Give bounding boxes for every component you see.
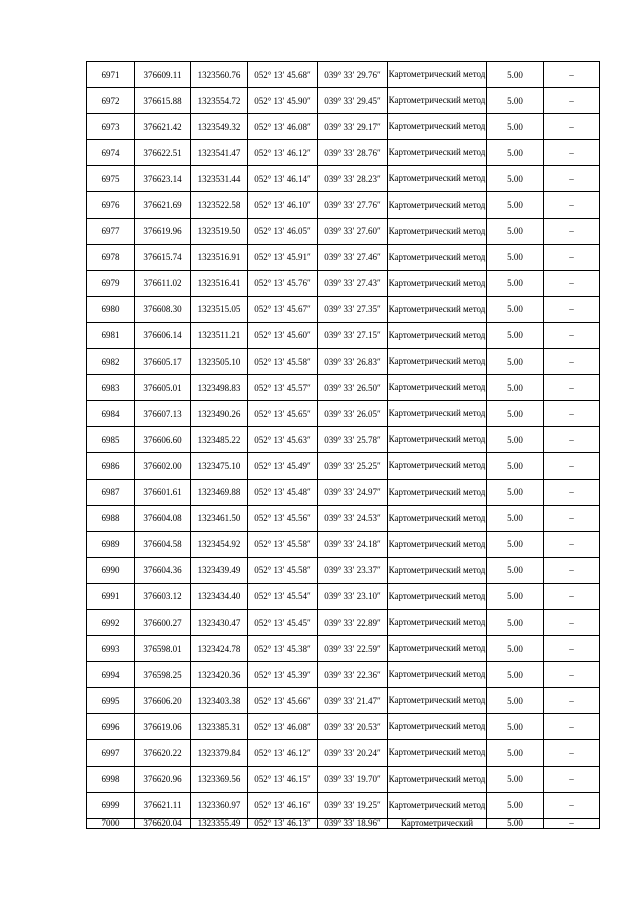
point-number-cell: 6983	[87, 375, 135, 401]
method-cell: Картометрический	[388, 818, 487, 828]
latitude-cell: 052° 13′ 45.66″	[248, 688, 318, 714]
longitude-cell: 039° 33′ 26.05″	[318, 401, 388, 427]
x-coordinate-cell: 376605.01	[135, 375, 191, 401]
longitude-cell: 039° 33′ 28.23″	[318, 166, 388, 192]
table-row	[87, 62, 600, 88]
point-number-cell: 6994	[87, 662, 135, 688]
accuracy-cell: 5.00	[487, 453, 544, 479]
method-cell: Картометрический метод	[388, 114, 487, 140]
accuracy-cell: 5.00	[487, 166, 544, 192]
method-cell: Картометрический метод	[388, 662, 487, 688]
point-number-cell: 6998	[87, 766, 135, 792]
longitude-cell: 039° 33′ 27.46″	[318, 244, 388, 270]
latitude-cell: 052° 13′ 45.67″	[248, 296, 318, 322]
point-number-cell: 6991	[87, 583, 135, 609]
note-cell: –	[544, 636, 600, 662]
method-cell: Картометрический метод	[388, 427, 487, 453]
accuracy-cell: 5.00	[487, 557, 544, 583]
note-cell: –	[544, 166, 600, 192]
y-coordinate-cell: 1323385.31	[191, 714, 248, 740]
table-row	[87, 140, 600, 166]
table-row	[87, 270, 600, 296]
method-cell: Картометрический метод	[388, 296, 487, 322]
y-coordinate-cell: 1323490.26	[191, 401, 248, 427]
longitude-cell: 039° 33′ 22.59″	[318, 636, 388, 662]
x-coordinate-cell: 376603.12	[135, 583, 191, 609]
table-row	[87, 192, 600, 218]
longitude-cell: 039° 33′ 19.25″	[318, 792, 388, 818]
latitude-cell: 052° 13′ 46.08″	[248, 714, 318, 740]
y-coordinate-cell: 1323403.38	[191, 688, 248, 714]
note-cell: –	[544, 114, 600, 140]
point-number-cell: 6996	[87, 714, 135, 740]
y-coordinate-cell: 1323454.92	[191, 531, 248, 557]
table-row	[87, 427, 600, 453]
y-coordinate-cell: 1323541.47	[191, 140, 248, 166]
latitude-cell: 052° 13′ 46.12″	[248, 740, 318, 766]
note-cell: –	[544, 531, 600, 557]
y-coordinate-cell: 1323430.47	[191, 609, 248, 635]
longitude-cell: 039° 33′ 24.97″	[318, 479, 388, 505]
accuracy-cell: 5.00	[487, 583, 544, 609]
latitude-cell: 052° 13′ 46.15″	[248, 766, 318, 792]
y-coordinate-cell: 1323360.97	[191, 792, 248, 818]
accuracy-cell: 5.00	[487, 218, 544, 244]
y-coordinate-cell: 1323379.84	[191, 740, 248, 766]
table-row	[87, 714, 600, 740]
table-row	[87, 792, 600, 818]
table-row	[87, 479, 600, 505]
note-cell: –	[544, 453, 600, 479]
accuracy-cell: 5.00	[487, 714, 544, 740]
longitude-cell: 039° 33′ 21.47″	[318, 688, 388, 714]
latitude-cell: 052° 13′ 45.38″	[248, 636, 318, 662]
method-cell: Картометрический метод	[388, 88, 487, 114]
note-cell: –	[544, 62, 600, 88]
point-number-cell: 6972	[87, 88, 135, 114]
y-coordinate-cell: 1323369.56	[191, 766, 248, 792]
note-cell: –	[544, 583, 600, 609]
x-coordinate-cell: 376622.51	[135, 140, 191, 166]
table-row	[87, 557, 600, 583]
y-coordinate-cell: 1323355.49	[191, 818, 248, 828]
method-cell: Картометрический метод	[388, 531, 487, 557]
note-cell: –	[544, 609, 600, 635]
longitude-cell: 039° 33′ 27.76″	[318, 192, 388, 218]
x-coordinate-cell: 376620.96	[135, 766, 191, 792]
point-number-cell: 7000	[87, 818, 135, 828]
point-number-cell: 6979	[87, 270, 135, 296]
table-row	[87, 88, 600, 114]
point-number-cell: 6984	[87, 401, 135, 427]
latitude-cell: 052° 13′ 45.58″	[248, 349, 318, 375]
method-cell: Картометрический метод	[388, 349, 487, 375]
latitude-cell: 052° 13′ 45.76″	[248, 270, 318, 296]
latitude-cell: 052° 13′ 45.56″	[248, 505, 318, 531]
longitude-cell: 039° 33′ 29.76″	[318, 62, 388, 88]
longitude-cell: 039° 33′ 23.37″	[318, 557, 388, 583]
longitude-cell: 039° 33′ 25.78″	[318, 427, 388, 453]
coordinates-table-body	[87, 62, 600, 829]
point-number-cell: 6973	[87, 114, 135, 140]
point-number-cell: 6987	[87, 479, 135, 505]
method-cell: Картометрический метод	[388, 270, 487, 296]
latitude-cell: 052° 13′ 45.58″	[248, 531, 318, 557]
table-row	[87, 662, 600, 688]
y-coordinate-cell: 1323485.22	[191, 427, 248, 453]
method-cell: Картометрический метод	[388, 766, 487, 792]
accuracy-cell: 5.00	[487, 88, 544, 114]
longitude-cell: 039° 33′ 27.15″	[318, 322, 388, 348]
longitude-cell: 039° 33′ 29.17″	[318, 114, 388, 140]
y-coordinate-cell: 1323549.32	[191, 114, 248, 140]
longitude-cell: 039° 33′ 27.60″	[318, 218, 388, 244]
x-coordinate-cell: 376605.17	[135, 349, 191, 375]
table-row	[87, 375, 600, 401]
x-coordinate-cell: 376606.60	[135, 427, 191, 453]
latitude-cell: 052° 13′ 45.63″	[248, 427, 318, 453]
longitude-cell: 039° 33′ 22.36″	[318, 662, 388, 688]
latitude-cell: 052° 13′ 46.16″	[248, 792, 318, 818]
coordinates-table	[86, 61, 600, 829]
y-coordinate-cell: 1323511.21	[191, 322, 248, 348]
method-cell: Картометрический метод	[388, 453, 487, 479]
table-row	[87, 609, 600, 635]
y-coordinate-cell: 1323560.76	[191, 62, 248, 88]
note-cell: –	[544, 818, 600, 828]
longitude-cell: 039° 33′ 26.50″	[318, 375, 388, 401]
y-coordinate-cell: 1323516.91	[191, 244, 248, 270]
note-cell: –	[544, 244, 600, 270]
table-row	[87, 296, 600, 322]
accuracy-cell: 5.00	[487, 114, 544, 140]
note-cell: –	[544, 714, 600, 740]
point-number-cell: 6995	[87, 688, 135, 714]
x-coordinate-cell: 376598.25	[135, 662, 191, 688]
x-coordinate-cell: 376606.20	[135, 688, 191, 714]
latitude-cell: 052° 13′ 46.12″	[248, 140, 318, 166]
latitude-cell: 052° 13′ 45.48″	[248, 479, 318, 505]
y-coordinate-cell: 1323505.10	[191, 349, 248, 375]
longitude-cell: 039° 33′ 28.76″	[318, 140, 388, 166]
latitude-cell: 052° 13′ 45.60″	[248, 322, 318, 348]
note-cell: –	[544, 270, 600, 296]
table-row	[87, 740, 600, 766]
table-row	[87, 636, 600, 662]
note-cell: –	[544, 766, 600, 792]
point-number-cell: 6976	[87, 192, 135, 218]
latitude-cell: 052° 13′ 46.10″	[248, 192, 318, 218]
x-coordinate-cell: 376620.04	[135, 818, 191, 828]
longitude-cell: 039° 33′ 27.35″	[318, 296, 388, 322]
y-coordinate-cell: 1323475.10	[191, 453, 248, 479]
y-coordinate-cell: 1323554.72	[191, 88, 248, 114]
latitude-cell: 052° 13′ 46.08″	[248, 114, 318, 140]
method-cell: Картометрический метод	[388, 688, 487, 714]
accuracy-cell: 5.00	[487, 688, 544, 714]
latitude-cell: 052° 13′ 45.49″	[248, 453, 318, 479]
table-row	[87, 505, 600, 531]
point-number-cell: 6989	[87, 531, 135, 557]
y-coordinate-cell: 1323531.44	[191, 166, 248, 192]
x-coordinate-cell: 376604.08	[135, 505, 191, 531]
longitude-cell: 039° 33′ 18.96″	[318, 818, 388, 828]
latitude-cell: 052° 13′ 45.57″	[248, 375, 318, 401]
table-row	[87, 401, 600, 427]
latitude-cell: 052° 13′ 46.13″	[248, 818, 318, 828]
accuracy-cell: 5.00	[487, 740, 544, 766]
longitude-cell: 039° 33′ 23.10″	[318, 583, 388, 609]
accuracy-cell: 5.00	[487, 479, 544, 505]
method-cell: Картометрический метод	[388, 479, 487, 505]
point-number-cell: 6974	[87, 140, 135, 166]
longitude-cell: 039° 33′ 26.83″	[318, 349, 388, 375]
method-cell: Картометрический метод	[388, 322, 487, 348]
latitude-cell: 052° 13′ 45.90″	[248, 88, 318, 114]
point-number-cell: 6997	[87, 740, 135, 766]
point-number-cell: 6980	[87, 296, 135, 322]
longitude-cell: 039° 33′ 19.70″	[318, 766, 388, 792]
x-coordinate-cell: 376619.06	[135, 714, 191, 740]
note-cell: –	[544, 296, 600, 322]
method-cell: Картометрический метод	[388, 609, 487, 635]
y-coordinate-cell: 1323522.58	[191, 192, 248, 218]
longitude-cell: 039° 33′ 22.89″	[318, 609, 388, 635]
accuracy-cell: 5.00	[487, 375, 544, 401]
accuracy-cell: 5.00	[487, 322, 544, 348]
latitude-cell: 052° 13′ 45.65″	[248, 401, 318, 427]
y-coordinate-cell: 1323498.83	[191, 375, 248, 401]
x-coordinate-cell: 376606.14	[135, 322, 191, 348]
method-cell: Картометрический метод	[388, 62, 487, 88]
x-coordinate-cell: 376611.02	[135, 270, 191, 296]
x-coordinate-cell: 376615.88	[135, 88, 191, 114]
method-cell: Картометрический метод	[388, 140, 487, 166]
table-row	[87, 688, 600, 714]
y-coordinate-cell: 1323434.40	[191, 583, 248, 609]
x-coordinate-cell: 376604.58	[135, 531, 191, 557]
x-coordinate-cell: 376620.22	[135, 740, 191, 766]
method-cell: Картометрический метод	[388, 192, 487, 218]
method-cell: Картометрический метод	[388, 244, 487, 270]
note-cell: –	[544, 662, 600, 688]
x-coordinate-cell: 376608.30	[135, 296, 191, 322]
longitude-cell: 039° 33′ 20.24″	[318, 740, 388, 766]
x-coordinate-cell: 376602.00	[135, 453, 191, 479]
y-coordinate-cell: 1323439.49	[191, 557, 248, 583]
longitude-cell: 039° 33′ 24.18″	[318, 531, 388, 557]
y-coordinate-cell: 1323420.36	[191, 662, 248, 688]
longitude-cell: 039° 33′ 25.25″	[318, 453, 388, 479]
method-cell: Картометрический метод	[388, 583, 487, 609]
x-coordinate-cell: 376604.36	[135, 557, 191, 583]
note-cell: –	[544, 375, 600, 401]
note-cell: –	[544, 505, 600, 531]
note-cell: –	[544, 88, 600, 114]
method-cell: Картометрический метод	[388, 557, 487, 583]
accuracy-cell: 5.00	[487, 609, 544, 635]
latitude-cell: 052° 13′ 45.58″	[248, 557, 318, 583]
method-cell: Картометрический метод	[388, 375, 487, 401]
point-number-cell: 6993	[87, 636, 135, 662]
accuracy-cell: 5.00	[487, 531, 544, 557]
note-cell: –	[544, 322, 600, 348]
table-row	[87, 766, 600, 792]
method-cell: Картометрический метод	[388, 792, 487, 818]
accuracy-cell: 5.00	[487, 244, 544, 270]
accuracy-cell: 5.00	[487, 792, 544, 818]
table-row	[87, 531, 600, 557]
note-cell: –	[544, 349, 600, 375]
x-coordinate-cell: 376609.11	[135, 62, 191, 88]
method-cell: Картометрический метод	[388, 714, 487, 740]
table-row	[87, 349, 600, 375]
latitude-cell: 052° 13′ 46.14″	[248, 166, 318, 192]
x-coordinate-cell: 376601.61	[135, 479, 191, 505]
note-cell: –	[544, 688, 600, 714]
table-row	[87, 453, 600, 479]
point-number-cell: 6985	[87, 427, 135, 453]
point-number-cell: 6990	[87, 557, 135, 583]
x-coordinate-cell: 376621.42	[135, 114, 191, 140]
accuracy-cell: 5.00	[487, 636, 544, 662]
note-cell: –	[544, 401, 600, 427]
latitude-cell: 052° 13′ 45.91″	[248, 244, 318, 270]
x-coordinate-cell: 376619.96	[135, 218, 191, 244]
point-number-cell: 6992	[87, 609, 135, 635]
method-cell: Картометрический метод	[388, 505, 487, 531]
accuracy-cell: 5.00	[487, 766, 544, 792]
note-cell: –	[544, 427, 600, 453]
point-number-cell: 6975	[87, 166, 135, 192]
note-cell: –	[544, 218, 600, 244]
accuracy-cell: 5.00	[487, 140, 544, 166]
note-cell: –	[544, 192, 600, 218]
y-coordinate-cell: 1323519.50	[191, 218, 248, 244]
accuracy-cell: 5.00	[487, 427, 544, 453]
accuracy-cell: 5.00	[487, 401, 544, 427]
accuracy-cell: 5.00	[487, 818, 544, 828]
point-number-cell: 6971	[87, 62, 135, 88]
point-number-cell: 6978	[87, 244, 135, 270]
accuracy-cell: 5.00	[487, 192, 544, 218]
table-row	[87, 244, 600, 270]
accuracy-cell: 5.00	[487, 62, 544, 88]
note-cell: –	[544, 140, 600, 166]
accuracy-cell: 5.00	[487, 662, 544, 688]
y-coordinate-cell: 1323424.78	[191, 636, 248, 662]
table-row	[87, 583, 600, 609]
note-cell: –	[544, 479, 600, 505]
accuracy-cell: 5.00	[487, 296, 544, 322]
latitude-cell: 052° 13′ 45.68″	[248, 62, 318, 88]
point-number-cell: 6986	[87, 453, 135, 479]
table-row	[87, 114, 600, 140]
longitude-cell: 039° 33′ 27.43″	[318, 270, 388, 296]
x-coordinate-cell: 376598.01	[135, 636, 191, 662]
method-cell: Картометрический метод	[388, 740, 487, 766]
method-cell: Картометрический метод	[388, 636, 487, 662]
point-number-cell: 6977	[87, 218, 135, 244]
table-row	[87, 218, 600, 244]
note-cell: –	[544, 557, 600, 583]
accuracy-cell: 5.00	[487, 505, 544, 531]
point-number-cell: 6982	[87, 349, 135, 375]
accuracy-cell: 5.00	[487, 349, 544, 375]
x-coordinate-cell: 376623.14	[135, 166, 191, 192]
y-coordinate-cell: 1323469.88	[191, 479, 248, 505]
y-coordinate-cell: 1323461.50	[191, 505, 248, 531]
point-number-cell: 6981	[87, 322, 135, 348]
point-number-cell: 6988	[87, 505, 135, 531]
table-row	[87, 322, 600, 348]
point-number-cell: 6999	[87, 792, 135, 818]
latitude-cell: 052° 13′ 46.05″	[248, 218, 318, 244]
note-cell: –	[544, 792, 600, 818]
x-coordinate-cell: 376621.69	[135, 192, 191, 218]
y-coordinate-cell: 1323515.05	[191, 296, 248, 322]
y-coordinate-cell: 1323516.41	[191, 270, 248, 296]
longitude-cell: 039° 33′ 29.45″	[318, 88, 388, 114]
latitude-cell: 052° 13′ 45.54″	[248, 583, 318, 609]
table-row	[87, 166, 600, 192]
x-coordinate-cell: 376600.27	[135, 609, 191, 635]
latitude-cell: 052° 13′ 45.39″	[248, 662, 318, 688]
x-coordinate-cell: 376615.74	[135, 244, 191, 270]
method-cell: Картометрический метод	[388, 401, 487, 427]
x-coordinate-cell: 376607.13	[135, 401, 191, 427]
longitude-cell: 039° 33′ 20.53″	[318, 714, 388, 740]
longitude-cell: 039° 33′ 24.53″	[318, 505, 388, 531]
accuracy-cell: 5.00	[487, 270, 544, 296]
latitude-cell: 052° 13′ 45.45″	[248, 609, 318, 635]
method-cell: Картометрический метод	[388, 218, 487, 244]
note-cell: –	[544, 740, 600, 766]
method-cell: Картометрический метод	[388, 166, 487, 192]
x-coordinate-cell: 376621.11	[135, 792, 191, 818]
table-row	[87, 818, 600, 828]
